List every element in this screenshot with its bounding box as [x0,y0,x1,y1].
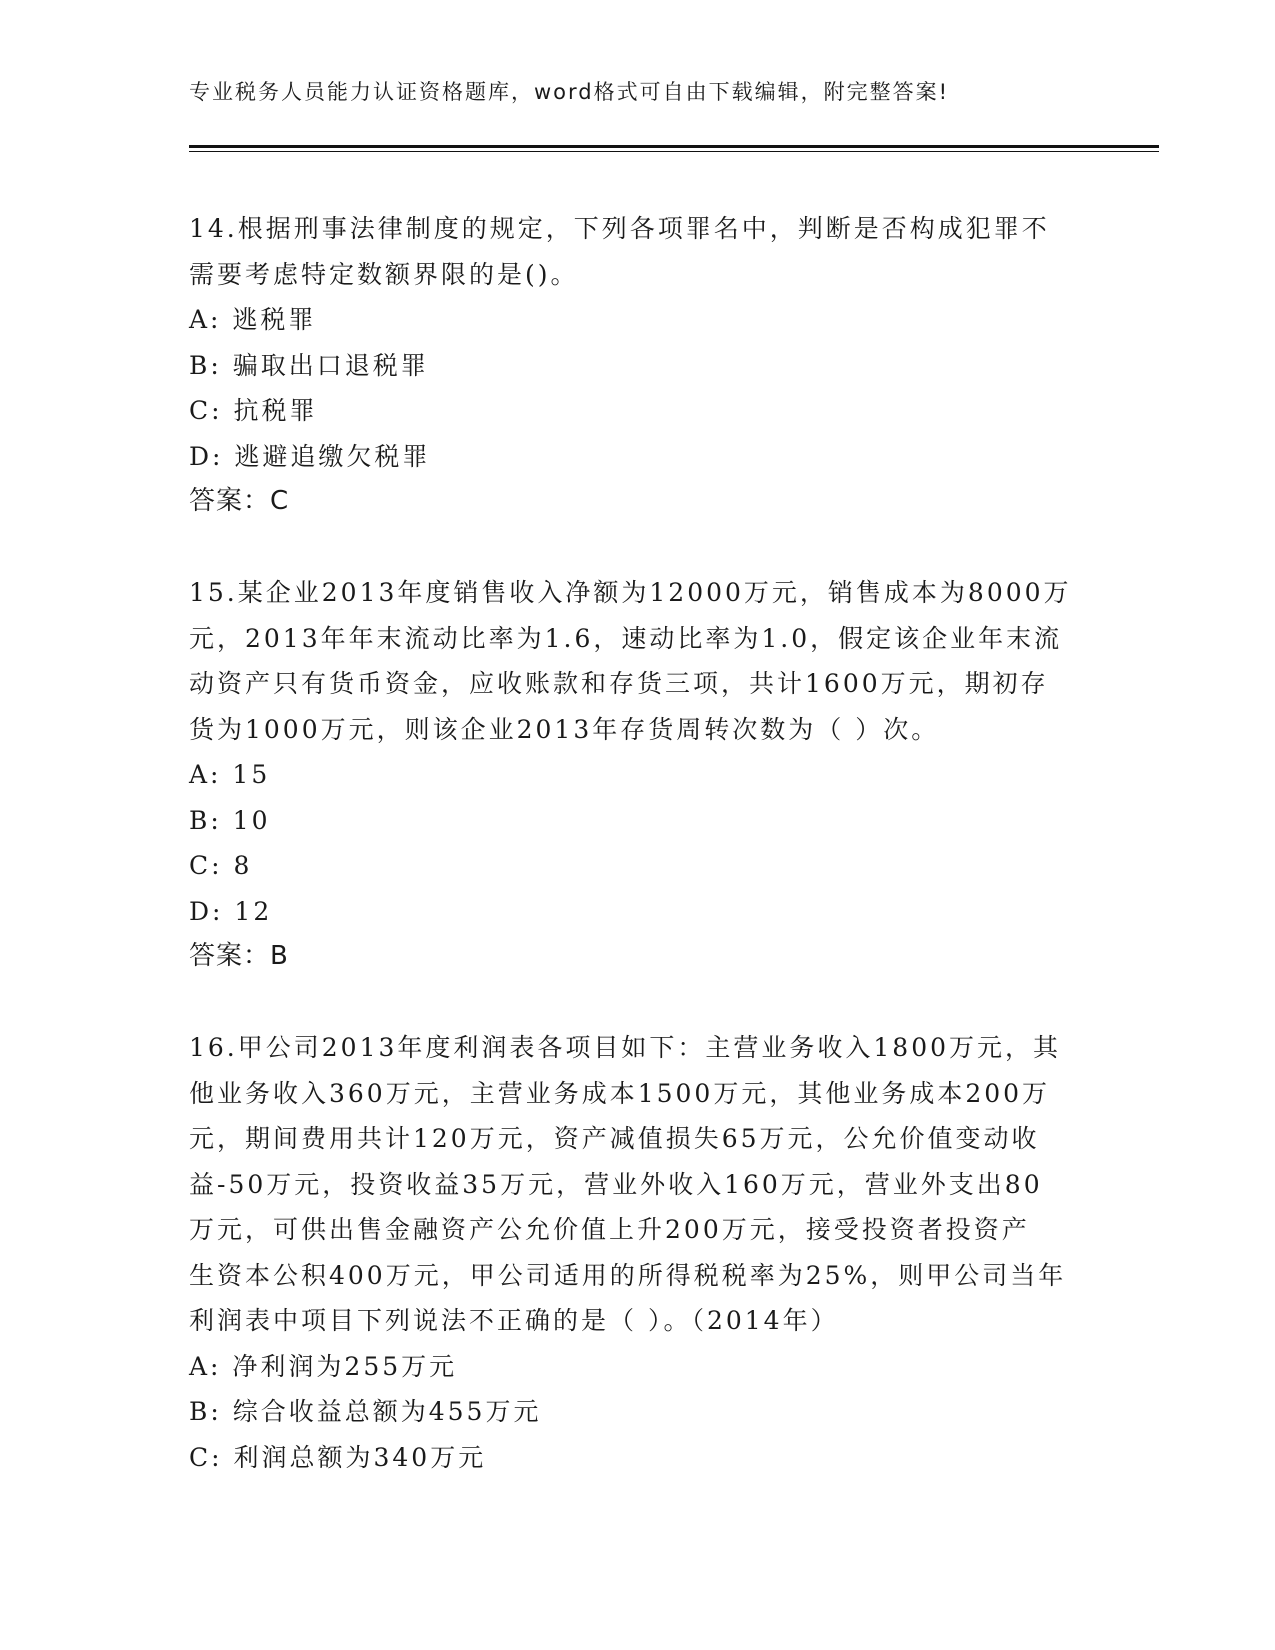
option-b: B: 骗取出口退税罪 [189,350,429,380]
question-stem-line: 元，期间费用共计120万元，资产减值损失65万元，公允价值变动收 [189,1124,1040,1153]
question-list [189,206,1089,1480]
question-stem-line: 利润表中项目下列说法不正确的是（ ）。（2014年） [189,1306,839,1335]
option-c: C: 抗税罪 [189,396,318,425]
answer-line: 答案：B [189,941,289,971]
header-rule-thin [189,151,1159,152]
page-header: 专业税务人员能力认证资格题库，word格式可自由下载编辑，附完整答案! [189,80,950,104]
question-stem-line: 14.根据刑事法律制度的规定，下列各项罪名中，判断是否构成犯罪不 [189,214,1050,243]
question-stem-line: 生资本公积400万元，甲公司适用的所得税税率为25%，则甲公司当年 [189,1260,1067,1290]
question-stem-line: 15.某企业2013年度销售收入净额为12000万元，销售成本为8000万 [189,578,1072,607]
question-stem-line: 元，2013年年末流动比率为1.6，速动比率为1.0，假定该企业年末流 [189,623,1063,653]
option-d: D: 12 [189,896,273,926]
option-a: A: 净利润为255万元 [189,1351,458,1381]
question-spacer [189,980,1089,1026]
option-b: B: 综合收益总额为455万元 [189,1397,542,1426]
option-d: D: 逃避追缴欠税罪 [189,441,431,471]
question-stem-line: 万元，可供出售金融资产公允价值上升200万元，接受投资者投资产 [189,1215,1030,1244]
question-stem-line: 动资产只有货币资金，应收账款和存货三项，共计1600万元，期初存 [189,669,1049,698]
question-stem-line: 16.甲公司2013年度利润表各项目如下：主营业务收入1800万元，其 [189,1033,1062,1062]
option-a: A: 15 [189,760,271,789]
question-stem-line: 他业务收入360万元，主营业务成本1500万元，其他业务成本200万 [189,1078,1051,1108]
question-14 [189,206,1089,525]
question-stem-line: 需要考虑特定数额界限的是()。 [189,259,579,289]
option-c: C: 8 [189,851,253,880]
question-spacer [189,525,1089,571]
question-stem-line: 货为1000万元，则该企业2013年存货周转次数为（ ）次。 [189,714,940,744]
question-16 [189,1025,1089,1480]
option-c: C: 利润总额为340万元 [189,1442,487,1472]
question-15 [189,570,1089,980]
answer-line: 答案：C [189,486,290,516]
header-rule-thick [189,145,1159,148]
question-stem-line: 益-50万元，投资收益35万元，营业外收入160万元，营业外支出80 [189,1169,1043,1199]
option-a: A: 逃税罪 [189,305,317,334]
option-b: B: 10 [189,805,271,835]
